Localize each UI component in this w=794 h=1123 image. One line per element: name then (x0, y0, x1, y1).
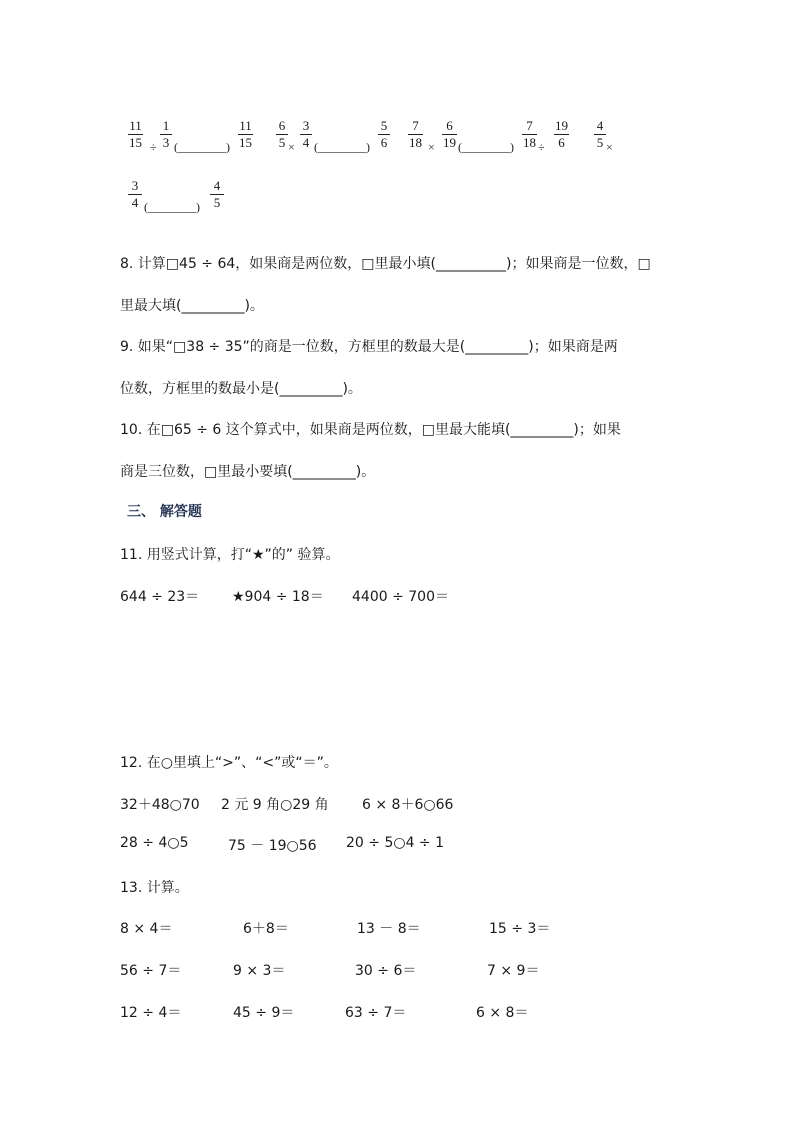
numerator: 7 (408, 118, 423, 135)
numerator: 7 (522, 118, 537, 135)
question-12-title: 12. 在○里填上“>”、“<”或“＝”。 (120, 755, 338, 771)
fraction-row-1 (128, 118, 648, 158)
q11-item: 644 ÷ 23＝ (120, 589, 200, 605)
denominator: 18 (523, 135, 536, 150)
denominator: 5 (596, 135, 604, 150)
denominator: 5 (278, 135, 286, 150)
q11-item: 4400 ÷ 700＝ (352, 589, 449, 605)
fraction-row-2 (128, 178, 248, 218)
numerator: 6 (276, 118, 288, 135)
q13-item: 12 ÷ 4＝ (120, 1005, 182, 1021)
fraction (442, 118, 457, 151)
question-10-line-2: 商是三位数，□里最小要填(_________)。 (120, 464, 376, 480)
fraction (594, 118, 606, 151)
question-11-title: 11. 用竖式计算，打“★”的” 验算。 (120, 547, 340, 563)
fraction (522, 118, 537, 151)
q13-item: 45 ÷ 9＝ (233, 1005, 295, 1021)
numerator: 1 (160, 118, 172, 135)
question-9-line-2: 位数，方框里的数最小是(_________)。 (120, 381, 362, 397)
fraction (554, 118, 569, 151)
denominator: 4 (302, 135, 310, 150)
denominator: 19 (443, 135, 456, 150)
answer-blank[interactable]: (________) (174, 140, 230, 154)
answer-blank[interactable]: (________) (458, 140, 514, 154)
numerator: 11 (129, 118, 142, 133)
fraction (238, 118, 253, 151)
operator: × (606, 140, 613, 154)
q13-item: 63 ÷ 7＝ (345, 1005, 407, 1021)
numerator: 11 (239, 118, 252, 133)
q12-item: 20 ÷ 5○4 ÷ 1 (346, 835, 445, 851)
q13-item: 30 ÷ 6＝ (355, 963, 417, 979)
question-13-title: 13. 计算。 (120, 880, 189, 896)
answer-blank[interactable]: (________) (144, 200, 200, 214)
operator: ÷ (538, 140, 545, 154)
denominator: 6 (558, 135, 565, 150)
numerator: 4 (594, 118, 606, 135)
denominator: 18 (409, 135, 422, 150)
q13-item: 15 ÷ 3＝ (489, 921, 551, 937)
numerator: 5 (378, 118, 390, 135)
question-8-line-2: 里最大填(_________)。 (120, 298, 264, 314)
q13-item: 6 × 8＝ (476, 1005, 529, 1021)
q12-item: 6 × 8＋6○66 (362, 797, 454, 813)
denominator: 6 (380, 135, 388, 150)
q13-item: 6＋8＝ (243, 921, 289, 937)
q13-item: 13 － 8＝ (357, 921, 421, 937)
answer-blank[interactable]: (________) (314, 140, 370, 154)
operator: ÷ (150, 140, 157, 154)
fraction (128, 118, 143, 151)
q12-item: 75 － 19○56 (228, 838, 317, 854)
numerator: 6 (442, 118, 457, 135)
denominator: 15 (239, 135, 252, 150)
section-heading: 三、 解答题 (127, 504, 202, 520)
q11-item: ★904 ÷ 18＝ (232, 589, 324, 605)
fraction (160, 118, 172, 151)
q12-item: 28 ÷ 4○5 (120, 835, 189, 851)
numerator: 19 (555, 118, 568, 133)
question-10-line-1: 10. 在□65 ÷ 6 这个算式中，如果商是两位数，□里最大能填(_________)；如果 (120, 422, 621, 438)
question-9-line-1: 9. 如果“□38 ÷ 35”的商是一位数，方框里的数最大是(_________)；如果商是两 (120, 339, 618, 355)
fraction: 3 4 (128, 178, 142, 211)
fraction (300, 118, 312, 151)
denominator: 3 (162, 135, 170, 150)
fraction (408, 118, 423, 151)
numerator: 3 (300, 118, 312, 135)
fraction (276, 118, 288, 151)
fraction: 4 5 (210, 178, 224, 211)
q12-item: 32＋48○70 (120, 797, 200, 813)
q12-item: 2 元 9 角○29 角 (221, 797, 329, 813)
q13-item: 7 × 9＝ (487, 963, 540, 979)
denominator: 15 (129, 135, 142, 150)
q13-item: 9 × 3＝ (233, 963, 286, 979)
operator: × (428, 140, 435, 154)
operator: × (288, 140, 295, 154)
fraction (378, 118, 390, 151)
q13-item: 8 × 4＝ (120, 921, 173, 937)
question-8-line-1: 8. 计算□45 ÷ 64，如果商是两位数，□里最小填(__________)；如果商是一位数，□ (120, 256, 651, 272)
q13-item: 56 ÷ 7＝ (120, 963, 182, 979)
